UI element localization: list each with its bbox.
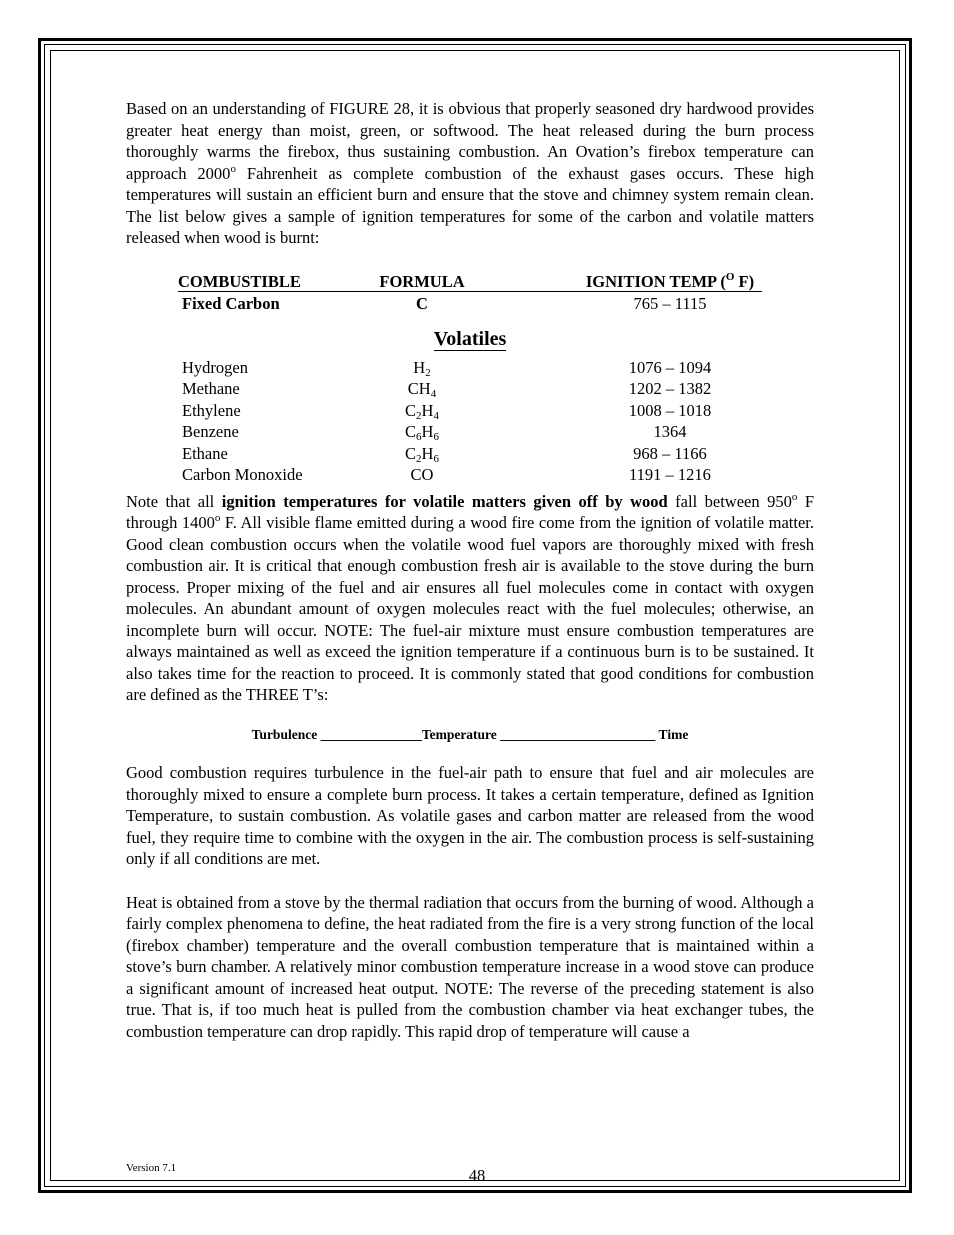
table-row-fixed-carbon [126, 293, 814, 315]
volatile-formula: CO [410, 465, 434, 484]
volatile-range: 1008 – 1018 [628, 400, 712, 420]
table-row-volatile [126, 378, 814, 400]
paragraph-intro: Based on an understanding of FIGURE 28, it is obvious that properly seasoned dry hardwood provides greater heat energy than moist, green, or softwood. The heat released during the burn process thoroughly warms the firebox, thus sustaining combustion. An Ovation’s firebox temperature can approach 2000$^o$ Fahrenheit as complete combustion of the exhaust gases occurs. These high temperatures will sustain an efficient burn and ensure that the stove and chimney system remain clean. The list below gives a sample of ignition temperatures for some of the carbon and volatile matters released when wood is burnt: [126, 99, 814, 247]
header-ignition-temp: IGNITION TEMP ($^O$ F) [585, 270, 755, 291]
volatile-name: Hydrogen [182, 357, 248, 377]
table-row-volatile [126, 421, 814, 443]
table-row-volatile [126, 443, 814, 465]
volatile-formula: $C_2H_6$ [405, 443, 439, 465]
volatile-name: Ethylene [182, 400, 241, 420]
volatile-range: 1364 [653, 422, 687, 441]
volatile-range: 968 – 1166 [633, 443, 707, 463]
volatile-formula: $C_2H_4$ [405, 400, 439, 422]
volatile-formula: $H_2$ [413, 357, 431, 379]
page-number: 48 [468, 1166, 486, 1185]
header-combustible: COMBUSTIBLE [178, 271, 301, 291]
ignition-table [126, 271, 814, 491]
table-row-volatile [126, 357, 814, 379]
table-row-volatile [126, 400, 814, 422]
volatile-range: 1202 – 1382 [628, 379, 712, 398]
paragraph-heat-radiation: Heat is obtained from a stove by the thermal radiation that occurs from the burning of wood. Although a fairly complex phenomena to define, the heat radiated from the fire is a very strong function of the local (firebox chamber) temperature and the overall combustion temperature that is maintained within a stove’s burn chamber. A relatively minor combustion temperature increase in a wood stove can produce a significant amount of increased heat output. NOTE: The reverse of the preceding statement is also true. That is, if too much heat is pulled from the combustion chamber via heat exchanger tubes, the combustion temperature can drop rapidly. This rapid drop of temperature will cause a [126, 892, 814, 1041]
header-formula: FORMULA [379, 271, 465, 291]
footer-version: Version 7.1 [126, 1162, 177, 1174]
paragraph-good-combustion: Good combustion requires turbulence in the fuel-air path to ensure that fuel and air molecules are thoroughly mixed to ensure a complete burn process. It takes a certain temperature, defined as Ignition Temperature, to sustain combustion. As volatile gases and carbon matter are released from the wood fuel, they require time to combine with the oxygen in the air. The combustion process is self-sustaining only if all conditions are met. [126, 763, 814, 868]
three-ts-line: Turbulence _______________Temperature _______________________ Time [251, 726, 689, 742]
volatile-formula: $C_6H_6$ [405, 422, 439, 443]
fixed-carbon-name: Fixed Carbon [182, 293, 280, 313]
table-header-row [126, 271, 814, 293]
paragraph-ignition-note: Note that all ignition temperatures for volatile matters given off by wood fall between 950$^o$ F through 1400$^o$ F. All visible flame emitted during a wood fire come from the ignition of volatile matter. Good clean combustion occurs when the volatile wood fuel vapors are thoroughly mixed with fresh combustion air. It is critical that enough combustion fresh air is available to the stove during the burn process. Proper mixing of the fuel and air ensures all fuel molecules come in contact with oxygen molecules. An abundant amount of oxygen molecules react with the fuel molecules; otherwise, an incomplete burn will occur. NOTE: The fuel-air mixture must ensure combustion temperatures are always maintained as well as exceed the ignition temperature if a continuous burn is to be sustained. It also takes time for the reaction to proceed. It is commonly stated that good conditions for combustion are defined as the THREE T’s: [126, 490, 814, 704]
volatile-range: 1076 – 1094 [628, 357, 712, 377]
fixed-carbon-formula: C [416, 293, 428, 313]
volatile-formula: $CH_4$ [407, 379, 437, 400]
page-content [126, 98, 814, 1042]
volatiles-heading: Volatiles [433, 327, 507, 350]
volatile-range: 1191 – 1216 [629, 465, 711, 484]
header-underline [178, 291, 762, 292]
volatile-name: Benzene [182, 422, 239, 441]
fixed-carbon-range: 765 – 1115 [633, 293, 707, 313]
volatile-name: Methane [182, 379, 240, 398]
volatile-name: Ethane [182, 443, 228, 463]
volatile-name: Carbon Monoxide [182, 465, 303, 484]
table-row-volatile [126, 464, 814, 486]
